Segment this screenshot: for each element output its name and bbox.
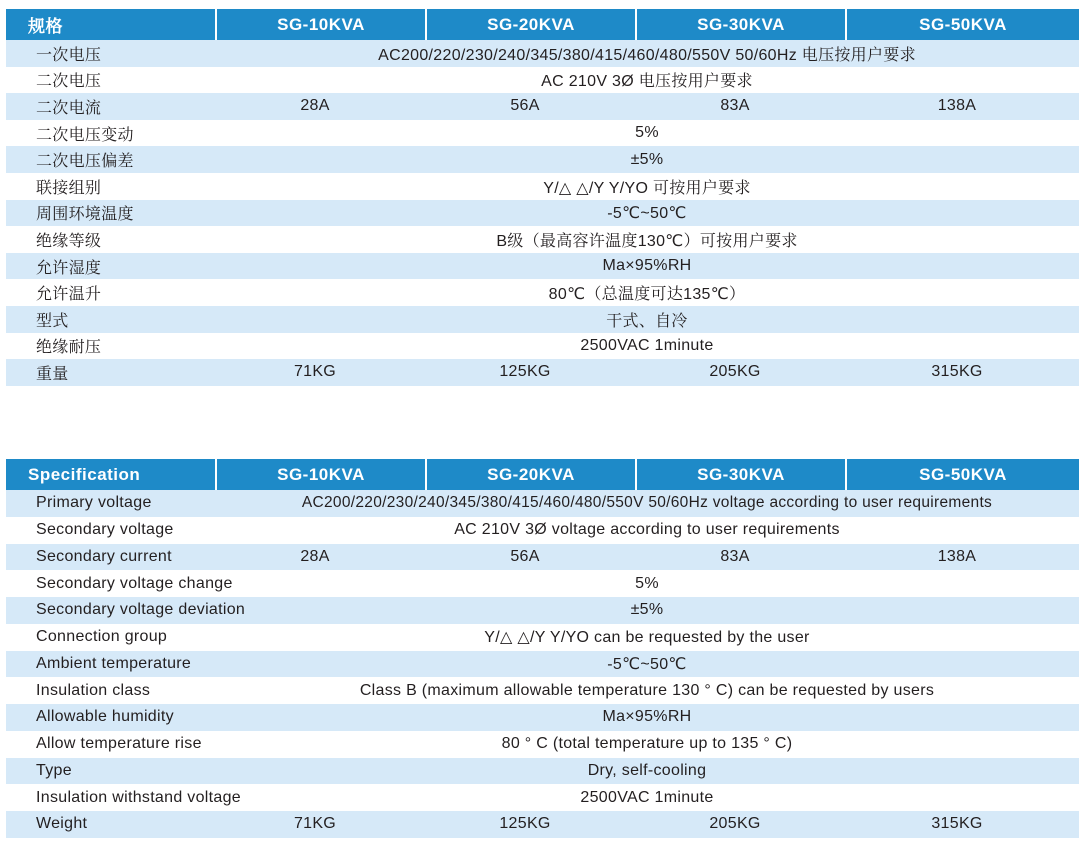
row-label: Connection group xyxy=(36,628,168,646)
table-row xyxy=(6,624,1079,651)
cell-sg-30kva: 205KG xyxy=(709,815,761,833)
row-value: ±5% xyxy=(630,601,664,619)
table-row xyxy=(6,811,1079,838)
table-row xyxy=(6,93,1079,120)
cell-sg-30kva: 83A xyxy=(720,97,750,115)
table-header xyxy=(6,9,1079,40)
cell-sg-20kva: 56A xyxy=(510,547,540,565)
cell-sg-50kva: 138A xyxy=(937,547,977,565)
row-label: Type xyxy=(36,761,72,779)
table-row xyxy=(6,704,1079,731)
row-value: 干式、自冷 xyxy=(606,312,688,330)
header-model-sg-50kva: SG-50KVA xyxy=(847,9,1079,40)
table-row xyxy=(6,333,1079,360)
cell-sg-20kva: 56A xyxy=(510,97,540,115)
row-value: AC200/220/230/240/345/380/415/460/480/550V 50/60Hz voltage according to user requirements xyxy=(301,494,993,512)
table-row xyxy=(6,306,1079,333)
row-value: AC 210V 3Ø voltage according to user requirements xyxy=(454,521,840,539)
cell-sg-20kva: 125KG xyxy=(499,363,551,381)
row-label: 重量 xyxy=(36,365,69,383)
row-label: 二次电压 xyxy=(36,73,102,91)
row-label: Allowable humidity xyxy=(36,708,174,726)
table-row xyxy=(6,253,1079,280)
row-value: Y/△ △/Y Y/YO can be requested by the user xyxy=(484,629,810,647)
table-row xyxy=(6,279,1079,306)
row-value: 80 ° C (total temperature up to 135 ° C) xyxy=(501,735,793,753)
table-row xyxy=(6,731,1079,758)
row-value: 2500VAC 1minute xyxy=(580,788,714,806)
row-value: -5℃~50℃ xyxy=(607,204,687,222)
table-row xyxy=(6,784,1079,811)
table-row xyxy=(6,359,1079,386)
row-label: 绝缘耐压 xyxy=(36,339,102,357)
row-label: Secondary voltage xyxy=(36,521,174,539)
row-value: 80℃（总温度可达135℃） xyxy=(548,286,746,304)
row-label: 绝缘等级 xyxy=(36,232,102,250)
row-label: Allow temperature rise xyxy=(36,735,202,753)
table-row xyxy=(6,200,1079,227)
row-label: Weight xyxy=(36,815,88,833)
row-value: Ma×95%RH xyxy=(602,257,692,275)
table-row xyxy=(6,517,1079,544)
cell-sg-50kva: 138A xyxy=(937,97,977,115)
cell-sg-10kva: 71KG xyxy=(293,363,337,381)
row-label: Primary voltage xyxy=(36,494,152,512)
row-label: 周围环境温度 xyxy=(36,206,134,224)
header-model-sg-30kva: SG-30KVA xyxy=(637,459,845,490)
table-row xyxy=(6,226,1079,253)
cell-sg-30kva: 83A xyxy=(720,547,750,565)
header-model-sg-30kva: SG-30KVA xyxy=(637,9,845,40)
row-value: AC200/220/230/240/345/380/415/460/480/550V 50/60Hz 电压按用户要求 xyxy=(378,46,916,64)
header-model-sg-10kva: SG-10KVA xyxy=(217,459,425,490)
table-row xyxy=(6,490,1079,517)
row-value: B级（最高容许温度130℃）可按用户要求 xyxy=(496,232,798,250)
header-model-sg-20kva: SG-20KVA xyxy=(427,459,635,490)
table-row xyxy=(6,570,1079,597)
table-row xyxy=(6,40,1079,67)
table-row xyxy=(6,651,1079,678)
table-header xyxy=(6,459,1079,490)
row-label: 型式 xyxy=(36,312,69,330)
row-value: -5℃~50℃ xyxy=(607,655,687,673)
header-model-sg-50kva: SG-50KVA xyxy=(847,459,1079,490)
table-row xyxy=(6,758,1079,785)
row-label: 二次电流 xyxy=(36,99,102,117)
table-row xyxy=(6,146,1079,173)
row-label: Insulation withstand voltage xyxy=(36,788,241,806)
table-row xyxy=(6,597,1079,624)
cell-sg-10kva: 71KG xyxy=(293,815,337,833)
row-label: Secondary current xyxy=(36,547,172,565)
cell-sg-50kva: 315KG xyxy=(931,363,983,381)
row-label: 联接组别 xyxy=(36,179,102,197)
row-label: 二次电压变动 xyxy=(36,126,134,144)
table-row xyxy=(6,173,1079,200)
table-row xyxy=(6,544,1079,571)
header-label: Specification xyxy=(6,459,215,490)
row-label: 允许湿度 xyxy=(36,259,102,277)
row-value: 5% xyxy=(635,124,659,142)
row-value: Y/△ △/Y Y/YO 可按用户要求 xyxy=(543,179,751,197)
row-label: 允许温升 xyxy=(36,286,102,304)
row-value: Dry, self-cooling xyxy=(587,761,707,779)
row-label: Secondary voltage change xyxy=(36,574,233,592)
table-row xyxy=(6,677,1079,704)
row-label: Insulation class xyxy=(36,681,151,699)
row-label: 一次电压 xyxy=(36,46,102,64)
cell-sg-20kva: 125KG xyxy=(499,815,551,833)
cell-sg-30kva: 205KG xyxy=(709,363,761,381)
row-value: Ma×95%RH xyxy=(602,708,692,726)
spec-table-english xyxy=(6,459,1079,838)
cell-sg-10kva: 28A xyxy=(300,97,330,115)
row-value: ±5% xyxy=(630,150,664,168)
row-value: 5% xyxy=(635,574,659,592)
header-model-sg-20kva: SG-20KVA xyxy=(427,9,635,40)
spec-table-chinese xyxy=(6,9,1079,386)
row-value: AC 210V 3Ø 电压按用户要求 xyxy=(541,73,753,91)
row-label: 二次电压偏差 xyxy=(36,153,134,171)
row-label: Secondary voltage deviation xyxy=(36,601,246,619)
table-row xyxy=(6,67,1079,94)
header-model-sg-10kva: SG-10KVA xyxy=(217,9,425,40)
row-value: 2500VAC 1minute xyxy=(580,336,714,354)
table-row xyxy=(6,120,1079,147)
cell-sg-10kva: 28A xyxy=(300,547,330,565)
row-label: Ambient temperature xyxy=(36,654,192,672)
header-label: 规格 xyxy=(6,9,215,40)
row-value: Class B (maximum allowable temperature 130 ° C) can be requested by users xyxy=(359,681,935,699)
cell-sg-50kva: 315KG xyxy=(931,815,983,833)
